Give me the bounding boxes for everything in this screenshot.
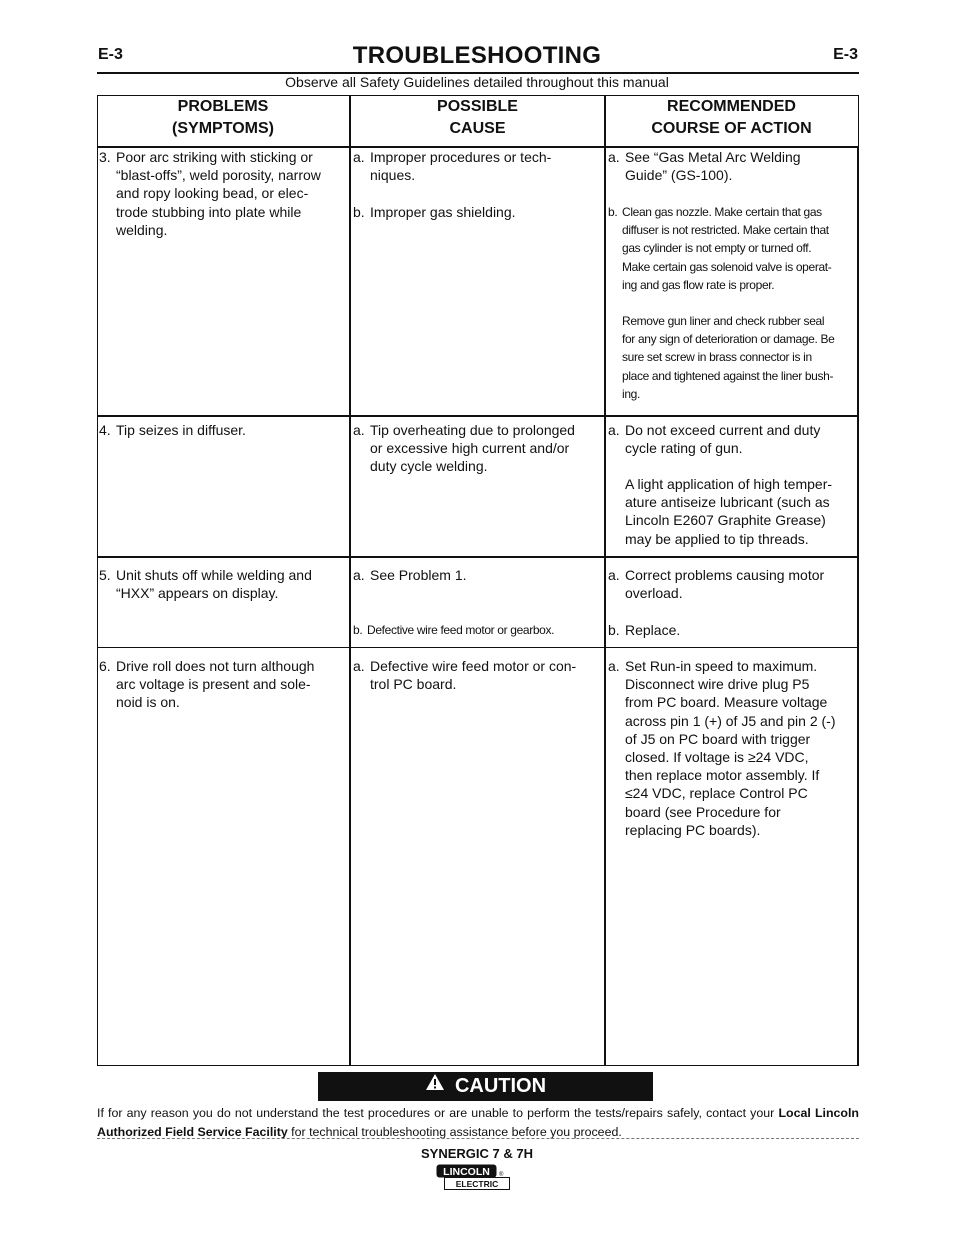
lincoln-electric-logo xyxy=(436,1164,510,1191)
row-divider xyxy=(97,415,859,417)
svg-text:®: ® xyxy=(499,1172,504,1178)
column-header-cause: POSSIBLE CAUSE xyxy=(437,98,518,137)
caution-text: If for any reason you do not understand the test procedures or are unable to perform the tests/repairs safely, contact your Local Lincoln Authorized Field Service Facility for technical troubleshooting assistance before you proceed. xyxy=(97,1106,860,1139)
row-divider xyxy=(97,556,859,558)
safety-subtitle: Observe all Safety Guidelines detailed throughout this manual xyxy=(285,74,669,90)
column-divider xyxy=(604,95,606,1066)
problem-cell: 5. Unit shuts off while welding and “HXX” appears on display. xyxy=(99,567,312,602)
column-divider xyxy=(349,95,351,1066)
action-item: Remove gun liner and check rubber seal for any sign of deterioration or damage. Be sure set screw in brass connector is in place and tightened against the liner bush- ing. xyxy=(622,314,835,401)
page-code-right: E-3 xyxy=(833,46,858,63)
cause-item: b. Improper gas shielding. xyxy=(353,204,516,220)
cause-item: a. See Problem 1. xyxy=(353,567,467,583)
problem-cell: 4. Tip seizes in diffuser. xyxy=(99,422,246,438)
action-item: b. Clean gas nozzle. Make certain that gas diffuser is not restricted. Make certain that gas cylinder is not empty or turned off. Make certain gas solenoid valve is operat- ing and gas flow rate is proper. xyxy=(608,205,832,292)
column-header-action: RECOMMENDED COURSE OF ACTION xyxy=(651,98,812,137)
caution-label: CAUTION xyxy=(454,1075,547,1097)
column-divider xyxy=(857,147,859,1066)
page-title: TROUBLESHOOTING xyxy=(352,42,602,69)
page-code-left: E-3 xyxy=(98,46,123,63)
action-item: a. See “Gas Metal Arc Welding Guide” (GS-100). xyxy=(608,149,801,184)
caution-banner xyxy=(318,1072,653,1101)
svg-text:ELECTRIC: ELECTRIC xyxy=(455,1179,499,1189)
action-item: a. Do not exceed current and duty cycle rating of gun. xyxy=(608,422,821,457)
svg-text:LINCOLN: LINCOLN xyxy=(443,1166,490,1178)
row-divider xyxy=(97,647,859,648)
cause-item: a. Tip overheating due to prolonged or excessive high current and/or duty cycle welding. xyxy=(353,422,575,475)
model-name: SYNERGIC 7 & 7H xyxy=(421,1146,533,1161)
action-item: A light application of high temper- ature antiseize lubricant (such as Lincoln E2607 Graphite Grease) may be applied to tip threads. xyxy=(625,476,833,547)
action-item: a. Set Run-in speed to maximum. Disconnect wire drive plug P5 from PC board. Measure voltage across pin 1 (+) of J5 and pin 2 (-) of J5 on PC board with trigger closed. If voltage is ≥24 VDC, then replace motor assembly. If ≤24 VDC, replace Control PC board (see Procedure for replacing PC boards). xyxy=(608,658,836,838)
action-item: b. Replace. xyxy=(608,622,681,638)
action-item: a. Correct problems causing motor overload. xyxy=(608,567,825,602)
cause-item: b. Defective wire feed motor or gearbox. xyxy=(353,623,555,637)
cause-item: a. Defective wire feed motor or con- trol PC board. xyxy=(353,658,577,693)
cause-item: a. Improper procedures or tech- niques. xyxy=(353,149,552,184)
problem-cell: 3. Poor arc striking with sticking or “blast-offs”, weld porosity, narrow and ropy looking bead, or elec- trode stubbing into plate while welding. xyxy=(99,149,321,238)
footer-divider xyxy=(97,1138,859,1139)
column-header-problems: PROBLEMS (SYMPTOMS) xyxy=(172,98,274,137)
problem-cell: 6. Drive roll does not turn although arc voltage is present and sole- noid is on. xyxy=(99,658,315,711)
warning-triangle-icon xyxy=(425,1071,445,1100)
